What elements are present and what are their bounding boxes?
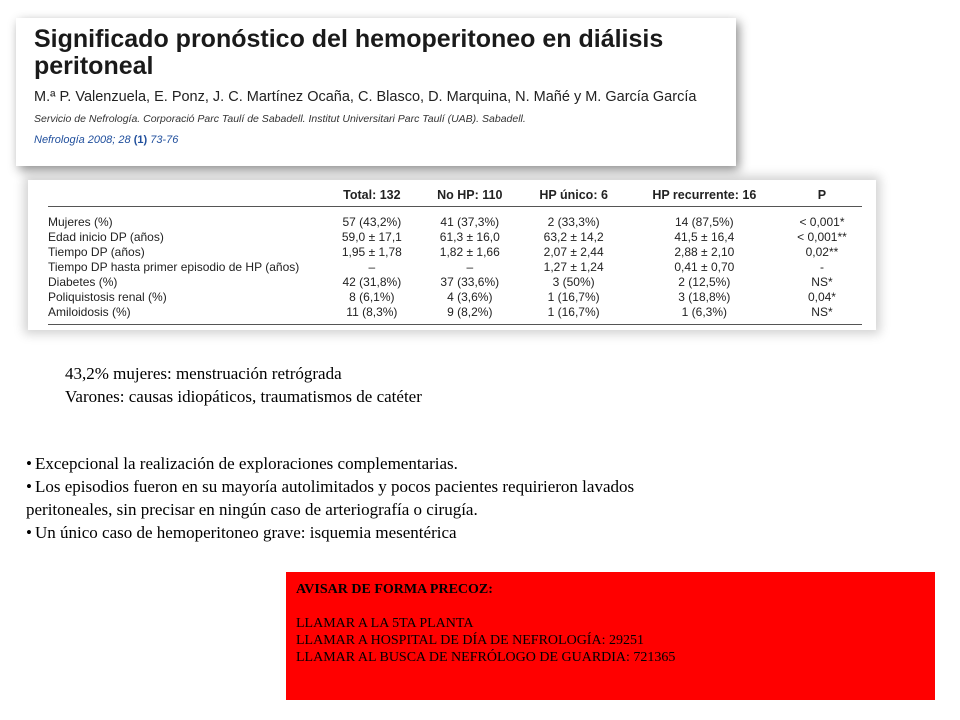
list-item [26, 521, 926, 544]
table-cell: 57 (43,2%) [342, 215, 402, 229]
bullet-marker: • [26, 523, 32, 542]
table-header-cell: No HP: 110 [419, 180, 521, 207]
table-cell: Mujeres (%) [48, 215, 113, 229]
table-cell: 2,07 ± 2,44 [543, 245, 604, 259]
table-cell: – [466, 260, 474, 274]
table-cell: 1 (16,7%) [521, 305, 627, 325]
table-row [48, 275, 862, 290]
table-cell: 61,3 ± 16,0 [439, 230, 500, 244]
list-item [26, 452, 926, 475]
table-cell: 0,04* [807, 290, 836, 304]
paper-journal-citation [34, 134, 718, 146]
paper-affiliation: Servicio de Nefrología. Corporació Parc Taulí de Sabadell. Institut Universitari Parc Taulí (UAB). Sabadell. [34, 113, 526, 125]
table-cell: - [819, 260, 824, 274]
table-cell: Poliquistosis renal (%) [48, 290, 167, 304]
table-cell: 63,2 ± 14,2 [543, 230, 604, 244]
bullet-text: Un único caso de hemoperitoneo grave: isquemia mesentérica [35, 523, 457, 542]
table-cell: 1 (6,3%) [627, 305, 782, 325]
table-cell: 41,5 ± 16,4 [674, 230, 735, 244]
results-table [48, 180, 862, 325]
table-cell: Edad inicio DP (años) [48, 230, 164, 244]
paper-authors: M.ª P. Valenzuela, E. Ponz, J. C. Martínez Ocaña, C. Blasco, D. Marquina, N. Mañé y M. García García [34, 89, 697, 105]
table-cell: 11 (8,3%) [325, 305, 419, 325]
table-header-cell: Total: 132 [325, 180, 419, 207]
list-item [26, 475, 926, 498]
notes-block [65, 362, 422, 408]
alert-line: LLAMAR A HOSPITAL DE DÍA DE NEFROLOGÍA: 29251 [296, 633, 644, 648]
table-cell: 1,82 ± 1,66 [439, 245, 500, 259]
bullet-marker: • [26, 477, 32, 496]
table-cell: 2 (12,5%) [678, 275, 731, 289]
table-cell: NS* [811, 275, 833, 289]
table-cell: 8 (6,1%) [349, 290, 395, 304]
table-cell: 0,02** [805, 245, 839, 259]
table-header-cell [48, 180, 325, 207]
table-cell: 1,27 ± 1,24 [543, 260, 604, 274]
table-header-cell: P [782, 180, 862, 207]
table-cell: Diabetes (%) [48, 275, 118, 289]
table-row [48, 207, 862, 231]
journal-pages: 73-76 [147, 134, 179, 146]
paper-title: Significado pronóstico del hemoperitoneo en diálisis peritoneal [34, 25, 664, 80]
table-header-cell: HP recurrente: 16 [627, 180, 782, 207]
table-cell: Tiempo DP (años) [48, 245, 145, 259]
list-item-continuation: peritoneales, sin precisar en ningún caso de arteriografía o cirugía. [26, 500, 478, 519]
paper-header-card [16, 18, 736, 166]
table-cell: – [368, 260, 376, 274]
alert-line: LLAMAR A LA 5TA PLANTA [296, 616, 474, 631]
table-cell: 4 (3,6%) [447, 290, 493, 304]
bullet-text: Los episodios fueron en su mayoría autolimitados y pocos pacientes requirieron lavados [35, 477, 635, 496]
note-line: Varones: causas idiopáticos, traumatismos de catéter [65, 387, 422, 406]
table-cell: 37 (33,6%) [440, 275, 500, 289]
table-cell: 3 (50%) [552, 275, 595, 289]
table-row [48, 290, 862, 305]
alert-heading: AVISAR DE FORMA PRECOZ: [296, 582, 493, 597]
table-cell: 41 (37,3%) [440, 215, 500, 229]
journal-issue: (1) [133, 134, 148, 146]
table-cell: Tiempo DP hasta primer episodio de HP (años) [48, 260, 300, 274]
table-row [48, 230, 862, 245]
table-header-row [48, 180, 862, 207]
table-row [48, 260, 862, 275]
table-cell: 42 (31,8%) [342, 275, 402, 289]
table-cell: NS* [782, 305, 862, 325]
journal-prefix: Nefrología 2008; 28 [34, 134, 134, 146]
table-cell: 59,0 ± 17,1 [341, 230, 402, 244]
table-cell: 0,41 ± 0,70 [674, 260, 735, 274]
alert-line: LLAMAR AL BUSCA DE NEFRÓLOGO DE GUARDIA: 721365 [296, 650, 676, 665]
table-row [48, 245, 862, 260]
results-table-card [28, 180, 876, 330]
table-cell: 14 (87,5%) [674, 215, 734, 229]
bullet-list [26, 452, 926, 544]
table-row [48, 305, 862, 325]
table-cell: 1,95 ± 1,78 [341, 245, 402, 259]
table-cell: 9 (8,2%) [419, 305, 521, 325]
table-cell: Amiloidosis (%) [48, 305, 325, 325]
table-header-cell: HP único: 6 [521, 180, 627, 207]
table-cell: 3 (18,8%) [678, 290, 731, 304]
table-cell: < 0,001** [797, 230, 847, 244]
table-cell: 2,88 ± 2,10 [674, 245, 735, 259]
table-cell: 1 (16,7%) [547, 290, 600, 304]
alert-box [286, 572, 935, 700]
table-cell: 2 (33,3%) [547, 215, 600, 229]
note-line: 43,2% mujeres: menstruación retrógrada [65, 364, 342, 383]
bullet-text: Excepcional la realización de exploraciones complementarias. [35, 454, 458, 473]
bullet-marker: • [26, 454, 32, 473]
alert-spacer [296, 598, 925, 615]
table-cell: < 0,001* [799, 215, 845, 229]
